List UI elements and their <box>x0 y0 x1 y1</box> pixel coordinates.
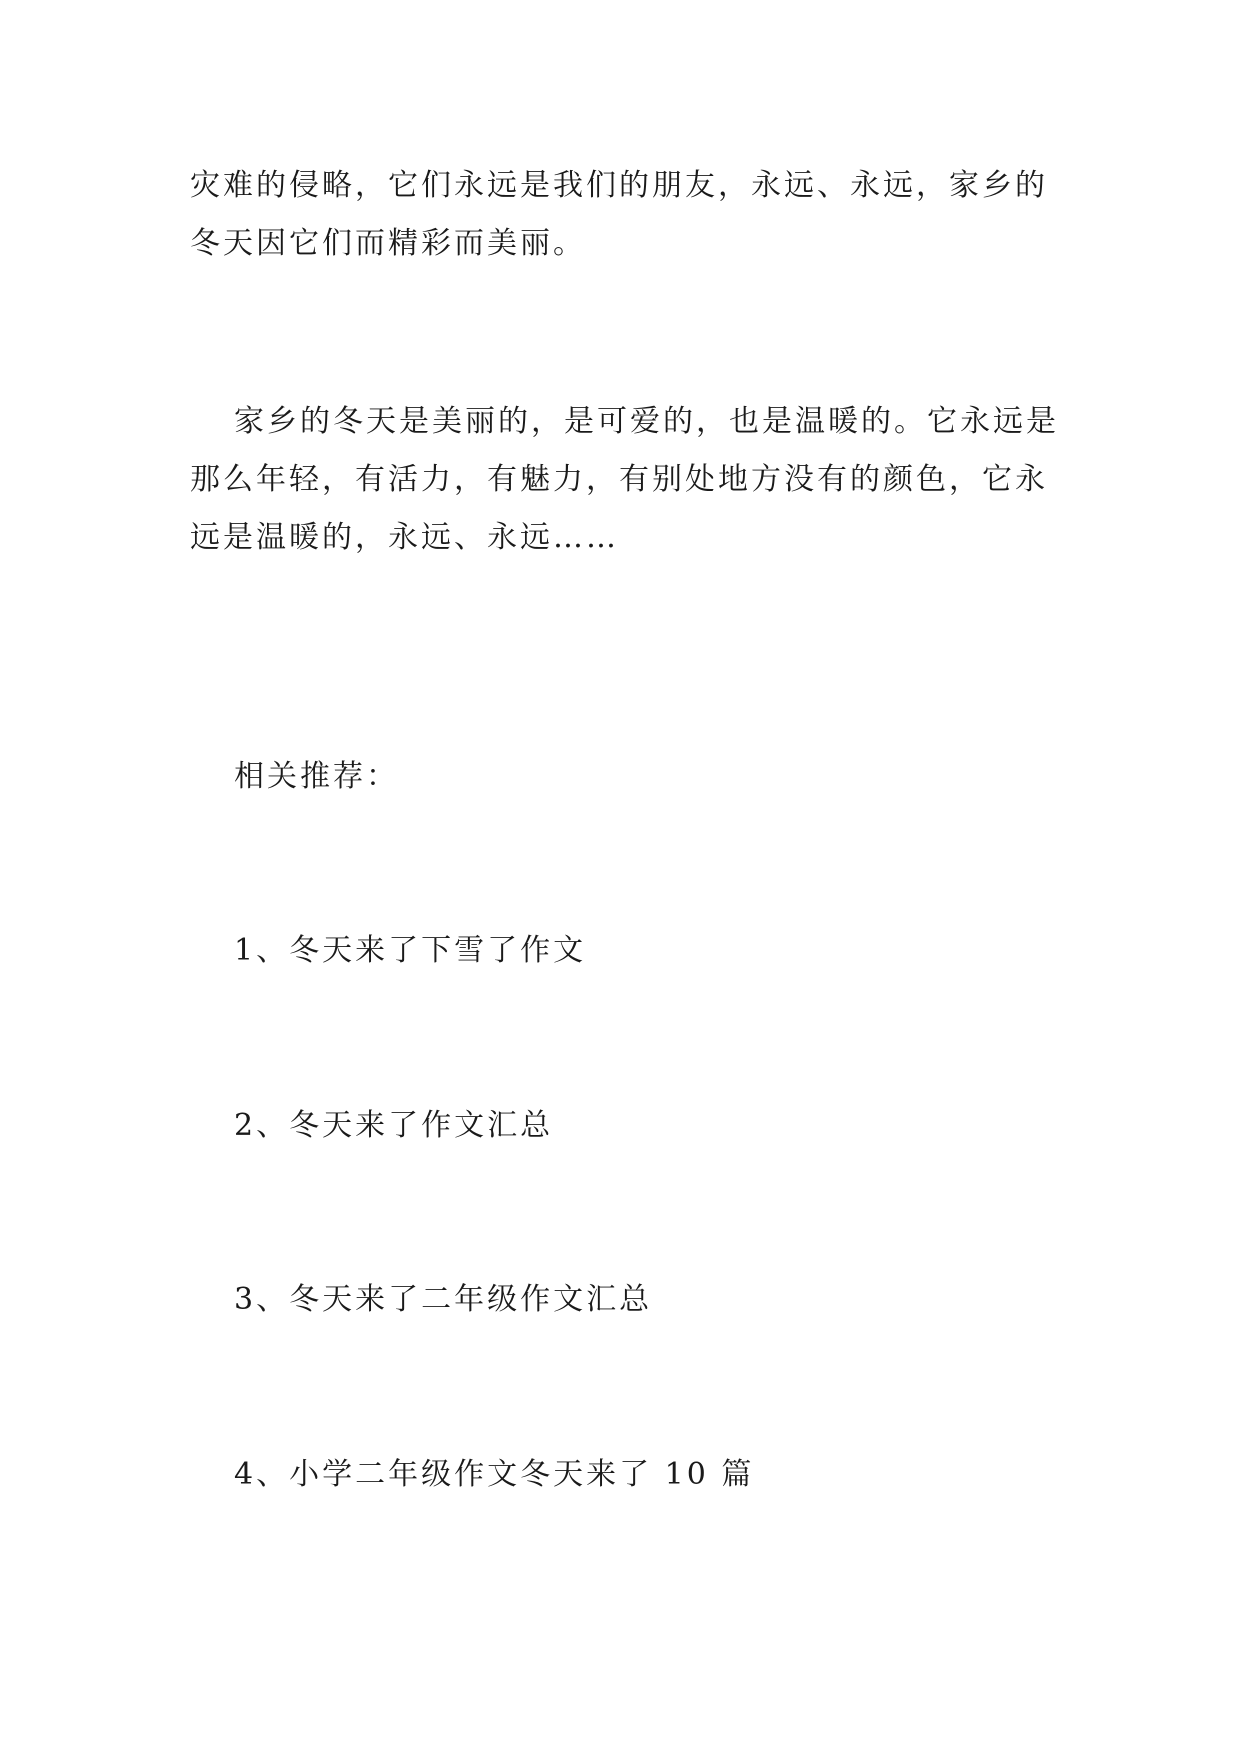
related-heading: 相关推荐： <box>234 759 399 794</box>
paragraph-line: 冬天因它们而精彩而美丽。 <box>190 226 586 261</box>
related-item[interactable]: 1、冬天来了下雪了作文 <box>234 933 587 968</box>
related-item[interactable]: 2、冬天来了作文汇总 <box>234 1108 554 1143</box>
paragraph-line: 远是温暖的，永远、永远…… <box>190 520 619 555</box>
related-item[interactable]: 4、小学二年级作文冬天来了 10 篇 <box>234 1457 755 1492</box>
body-paragraph <box>190 157 1060 273</box>
paragraph-line: 家乡的冬天是美丽的，是可爱的，也是温暖的。它永远是 <box>234 404 1059 439</box>
body-paragraph <box>190 393 1060 567</box>
related-item[interactable]: 3、冬天来了二年级作文汇总 <box>234 1282 653 1317</box>
paragraph-line: 灾难的侵略，它们永远是我们的朋友，永远、永远，家乡的 <box>190 168 1048 203</box>
paragraph-line: 那么年轻，有活力，有魅力，有别处地方没有的颜色，它永 <box>190 462 1048 497</box>
